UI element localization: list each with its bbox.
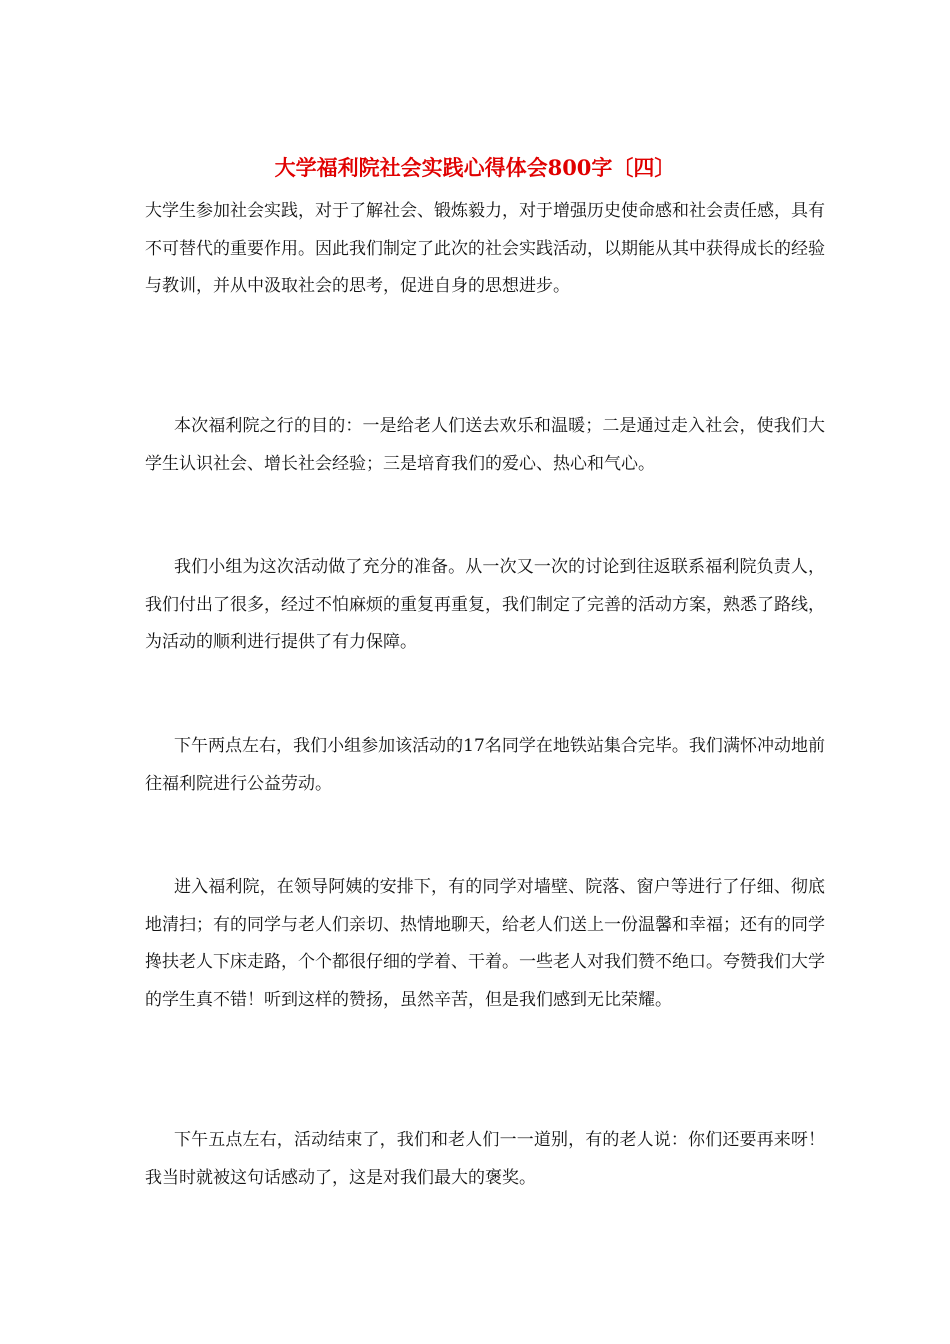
paragraph-purpose: 本次福利院之行的目的：一是给老人们送去欢乐和温暖；二是通过走入社会，使我们大学生认识社会、增长社会经验；三是培育我们的爱心、热心和气心。 — [145, 416, 825, 474]
paragraph-activities: 进入福利院，在领导阿姨的安排下，有的同学对墙壁、院落、窗户等进行了仔细、彻底地清扫；有的同学与老人们亲切、热情地聊天，给老人们送上一份温馨和幸福；还有的同学搀扶老人下床走路，个个都很仔细的学着、干着。一些老人对我们赞不绝口。夸赞我们大学的学生真不错！听到这样的赞扬，虽然辛苦，但是我们感到无比荣耀。 — [145, 877, 825, 1010]
paragraph-farewell: 下午五点左右，活动结束了，我们和老人们一一道别，有的老人说：你们还要再来呀！我当时就被这句话感动了，这是对我们最大的褒奖。 — [145, 1130, 825, 1188]
paragraph-preparation: 我们小组为这次活动做了充分的准备。从一次又一次的讨论到往返联系福利院负责人，我们付出了很多，经过不怕麻烦的重复再重复，我们制定了完善的活动方案，熟悉了路线，为活动的顺利进行提供了有力保障。 — [145, 557, 825, 652]
paragraph-gathering: 下午两点左右，我们小组参加该活动的17名同学在地铁站集合完毕。我们满怀冲动地前往福利院进行公益劳动。 — [145, 736, 825, 794]
document-title: 大学福利院社会实践心得体会800字〔四〕 — [274, 155, 676, 180]
paragraph-intro: 大学生参加社会实践，对于了解社会、锻炼毅力，对于增强历史使命感和社会责任感，具有不可替代的重要作用。因此我们制定了此次的社会实践活动，以期能从其中获得成长的经验与教训，并从中汲取社会的思考，促进自身的思想进步。 — [145, 201, 825, 296]
